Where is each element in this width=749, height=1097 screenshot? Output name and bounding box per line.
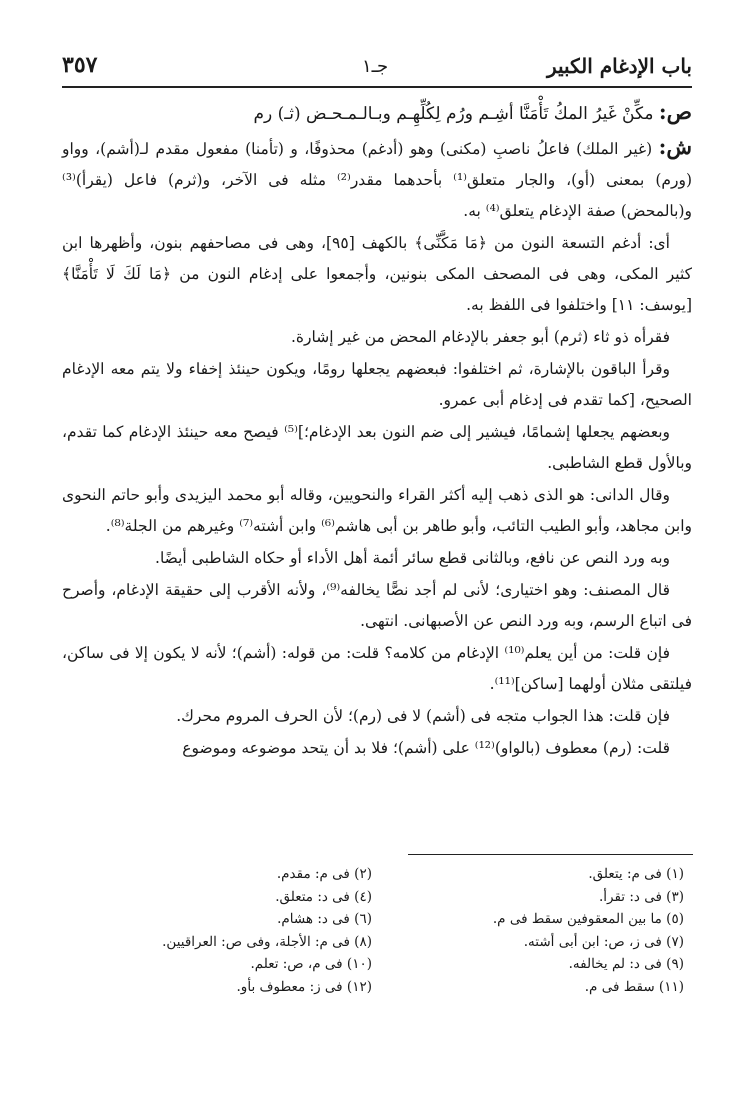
footnotes (62, 866, 692, 1001)
footnote-row (62, 956, 692, 979)
footnote-row (62, 979, 692, 1002)
footnote: (١٠) فى م، ص: تعلم. (250, 956, 372, 972)
commentary-paragraph (62, 131, 692, 227)
footnote: (١٢) فى ز: معطوف بأو. (236, 978, 372, 995)
header-rule (62, 86, 692, 88)
verse-label: ص: (658, 99, 692, 124)
footnote-row (62, 889, 692, 912)
footnote: (١) فى م: يتعلق. (588, 866, 684, 882)
commentary-text: (غير الملك) فاعلُ ناصبِ (مكنى) وهو (أدغم) محذوفًا، و (تأمنا) مفعول مقدم لـ(أشم)، وواو (ورم) بمعنى (أو)، والجار متعلق⁽¹⁾ بأحدهما مقدر⁽²⁾ مثله فى الآخر، و(ثرم) فاعل (يقرأ)⁽³⁾ و(بالمحض) صفة الإدغام يتعلق⁽⁴⁾ به. (62, 140, 693, 220)
chapter-title: باب الإدغام الكبير (546, 54, 692, 78)
footnote: (١١) سقط فى م. (584, 978, 684, 995)
page-header (62, 48, 692, 88)
paragraph: فقرأه ذو ثاء (ثرم) أبو جعفر بالإدغام المحض من غير إشارة. (290, 328, 670, 346)
footnote: (٣) فى د: تقرأ. (598, 888, 684, 905)
footnote-row (62, 866, 692, 889)
footnote: (٩) فى د: لم يخالفه. (568, 956, 684, 972)
paragraph: قال المصنف: وهو اختيارى؛ لأنى لم أجد نصًّا يخالفه⁽⁹⁾، ولأنه الأقرب إلى حقيقة الإدغام، وأصرح فى اتباع الرسم، وبه ورد النص عن الأصبهانى. انتهى. (62, 581, 692, 630)
footnote: (٦) فى د: هشام. (277, 911, 372, 927)
paragraph: وبه ورد النص عن نافع، وبالثانى قطع سائر أئمة أهل الأداء أو حكاه الشاطبى أيضًا. (155, 549, 670, 567)
page-number: ٣٥٧ (62, 52, 98, 78)
verse-line (62, 96, 692, 130)
footnote-row (62, 934, 692, 957)
footnote-row (62, 911, 692, 934)
paragraph: أى: أدغم التسعة النون من ﴿مَا مَكَّنِّى﴾ بالكهف [٩٥]، وهى فى مصاحفهم بنون، وأظهرها ابن كثير المكى، وهى فى المصحف المكى بنونين، وأجمعوا على إدغام النون من ﴿مَا لَكَ لَا تَأْمَنَّا﴾ [يوسف: ١١] واختلفوا فى اللفظ به. (62, 234, 692, 314)
verse-text: مكِّنْ غَيرُ المكُ تَأْمَنَّا أشِـم ورُم لِكُلِّهِـم وبـالـمـحـض (ثـ) رم (253, 104, 654, 124)
commentary-label: ش: (658, 134, 692, 159)
paragraph: وقرأ الباقون بالإشارة، ثم اختلفوا: فبعضهم يجعلها رومًا، ويكون حينئذ إخفاء ولا يتم معه الإدغام الصحيح، [كما تقدم فى إدغام أبى عمرو. (62, 360, 692, 409)
paragraph: وبعضهم يجعلها إشمامًا، فيشير إلى ضم النون بعد الإدغام؛]⁽⁵⁾ فيصح معه حينئذ الإدغام كما تقدم، وبالأول قطع الشاطبى. (62, 423, 692, 472)
paragraph: قلت: (رم) معطوف (بالواو)⁽¹²⁾ على (أشم)؛ فلا بد أن يتحد موضوعه وموضوع (182, 739, 670, 757)
footnote: (٢) فى م: مقدم. (276, 866, 372, 882)
paragraph: فإن قلت: من أين يعلم⁽¹⁰⁾ الإدغام من كلامه؟ قلت: من قوله: (أشم)؛ لأنه لا يكون إلا فى ساكن، فيلتقى مثلان أولهما [ساكن]⁽¹¹⁾. (62, 644, 692, 693)
paragraph: وقال الدانى: هو الذى ذهب إليه أكثر القراء والنحويين، وقاله أبو محمد اليزيدى وأبو حاتم النحوى وابن مجاهد، وأبو الطيب التائب، وأبو طاهر بن أبى هاشم⁽⁶⁾ وابن أشته⁽⁷⁾ وغيرهم من الجلة⁽⁸⁾. (62, 486, 692, 535)
footnote: (٥) ما بين المعقوفين سقط فى م. (492, 911, 684, 927)
footnote-rule (408, 854, 693, 855)
main-text (62, 96, 692, 765)
footnote: (٧) فى ز، ص: ابن أبى أشته. (523, 933, 684, 950)
paragraph: فإن قلت: هذا الجواب متجه فى (أشم) لا فى (رم)؛ لأن الحرف المروم محرك. (176, 707, 670, 725)
footnote: (٤) فى د: متعلق. (275, 888, 372, 905)
volume-label: جـ١ (362, 56, 389, 77)
footnote: (٨) فى م: الأجلة، وفى ص: العراقيين. (162, 933, 372, 950)
